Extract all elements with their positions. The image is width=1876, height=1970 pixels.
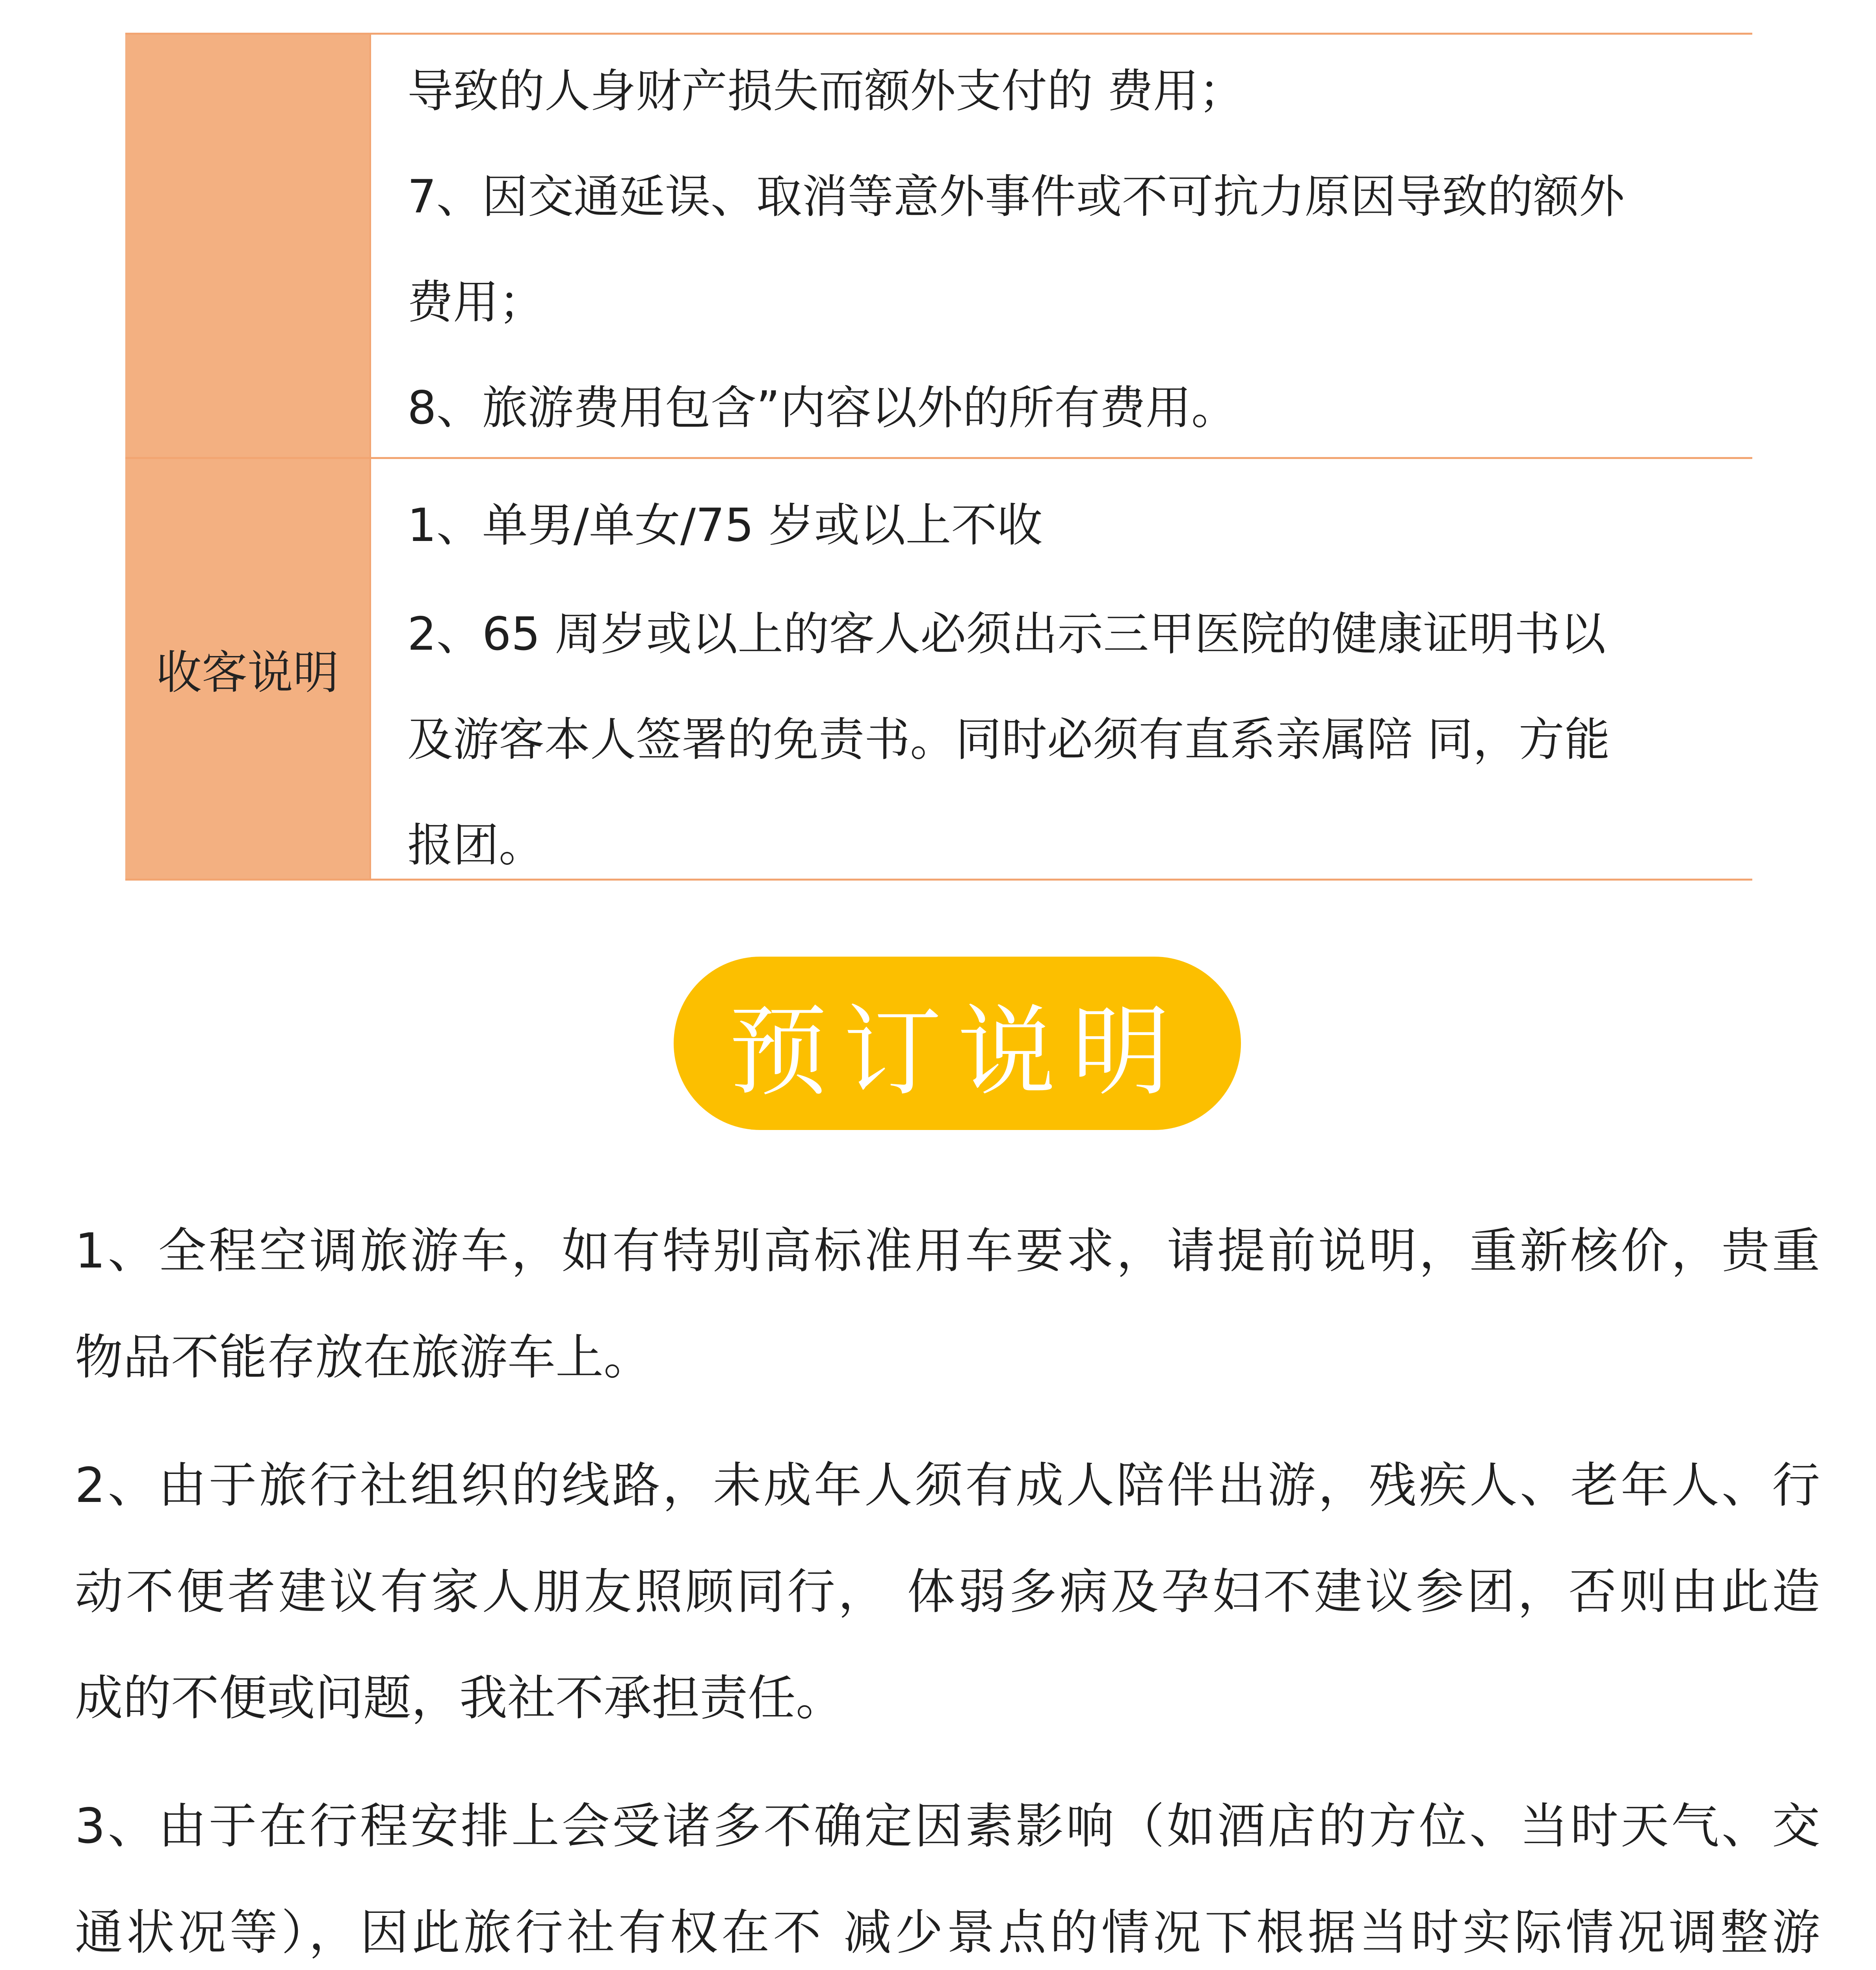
text-line: 导致的人身财产损失而额外支付的 费用； [407, 65, 1244, 118]
text-line: 3、由于在行程安排上会受诸多不确定因素影响（如酒店的方位、当时天气、交 [75, 1798, 1820, 1854]
text-line: 物品不能存放在旅游车上。 [75, 1329, 652, 1385]
booking-notes [75, 1198, 1820, 1970]
text-line: 2、由于旅行社组织的线路，未成年人须有成人陪伴出游，残疾人、老年人、行 [75, 1457, 1820, 1513]
row-label [125, 35, 371, 457]
note-item [75, 1773, 1820, 1970]
note-item [75, 1432, 1820, 1751]
text-line: 2、65 周岁或以上的客人必须出示三甲医院的健康证明书以 [407, 608, 1606, 661]
info-table [125, 33, 1752, 881]
text-line: 报团。 [407, 819, 544, 872]
text-line: 成的不便或问题，我社不承担责任。 [75, 1670, 844, 1726]
section-heading [674, 957, 1241, 1130]
table-row [125, 457, 1752, 879]
text-line: 动不便者建议有家人朋友照顾同行， 体弱多病及孕妇不建议参团，否则由此造 [75, 1564, 1820, 1620]
section-title: 预订说明 [729, 994, 1186, 1109]
text-line: 通状况等），因此旅行社有权在不 减少景点的情况下根据当时实际情况调整游 [75, 1905, 1820, 1961]
note-item [75, 1198, 1820, 1411]
row-label: 收客说明 [125, 459, 371, 879]
table-row [125, 35, 1752, 457]
row-content [371, 35, 1752, 457]
text-line: 1、单男/单女/75 岁或以上不收 [407, 499, 1043, 552]
row-content [371, 459, 1752, 879]
text-line: 及游客本人签署的免责书。同时必须有直系亲属陪 同，方能 [407, 713, 1610, 766]
text-line: 7、因交通延误、取消等意外事件或不可抗力原因导致的额外 [407, 170, 1625, 223]
text-line: 费用； [407, 276, 544, 329]
text-line: 8、旅游费用包含”内容以外的所有费用。 [407, 381, 1237, 435]
text-line: 1、全程空调旅游车，如有特别高标准用车要求，请提前说明，重新核价，贵重 [75, 1223, 1820, 1279]
